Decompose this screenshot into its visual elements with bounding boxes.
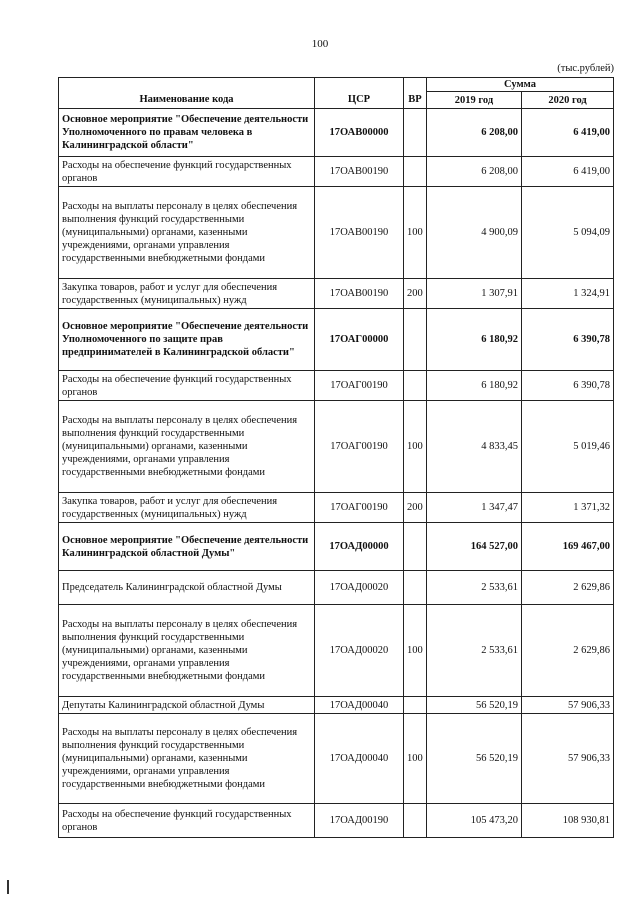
row-2020: 2 629,86 [522, 605, 614, 697]
table-row [59, 571, 614, 605]
row-vr [404, 804, 427, 838]
row-csr: 17ОАГ00000 [315, 309, 404, 371]
row-name: Расходы на выплаты персоналу в целях обеспечения выполнения функций государственными (муниципальными) органами, казенными учреждениями, органами управления государственными внебюджетными фондами [59, 714, 315, 804]
row-csr: 17ОАД00020 [315, 605, 404, 697]
row-vr [404, 371, 427, 401]
row-2020: 6 390,78 [522, 371, 614, 401]
row-2020: 1 324,91 [522, 279, 614, 309]
row-csr: 17ОАД00040 [315, 714, 404, 804]
row-2019: 164 527,00 [427, 523, 522, 571]
table-row [59, 804, 614, 838]
table-row [59, 109, 614, 157]
row-vr: 100 [404, 401, 427, 493]
row-2019: 6 180,92 [427, 309, 522, 371]
row-2019: 4 900,09 [427, 187, 522, 279]
row-csr: 17ОАВ00190 [315, 279, 404, 309]
header-year-2019: 2019 год [427, 92, 522, 109]
row-2019: 4 833,45 [427, 401, 522, 493]
row-vr [404, 697, 427, 714]
row-name: Закупка товаров, работ и услуг для обеспечения государственных (муниципальных) нужд [59, 279, 315, 309]
row-name: Основное мероприятие "Обеспечение деятельности Уполномоченного по правам человека в Калининградской области" [59, 109, 315, 157]
row-2019: 6 208,00 [427, 157, 522, 187]
row-name: Председатель Калининградской областной Думы [59, 571, 315, 605]
row-csr: 17ОАД00040 [315, 697, 404, 714]
row-vr [404, 109, 427, 157]
table-row [59, 605, 614, 697]
row-vr: 100 [404, 714, 427, 804]
row-name: Закупка товаров, работ и услуг для обеспечения государственных (муниципальных) нужд [59, 493, 315, 523]
table-header [59, 78, 614, 109]
budget-table [58, 77, 614, 838]
row-name: Расходы на выплаты персоналу в целях обеспечения выполнения функций государственными (муниципальными) органами, казенными учреждениями, органами управления государственными внебюджетными фондами [59, 187, 315, 279]
page-number: 100 [311, 38, 329, 50]
row-vr [404, 157, 427, 187]
row-csr: 17ОАВ00190 [315, 187, 404, 279]
row-2020: 5 094,09 [522, 187, 614, 279]
row-2020: 5 019,46 [522, 401, 614, 493]
row-csr: 17ОАД00190 [315, 804, 404, 838]
row-2019: 56 520,19 [427, 697, 522, 714]
row-2020: 57 906,33 [522, 714, 614, 804]
row-vr: 200 [404, 493, 427, 523]
row-2019: 1 347,47 [427, 493, 522, 523]
table-row [59, 371, 614, 401]
row-2019: 105 473,20 [427, 804, 522, 838]
row-name: Депутаты Калининградской областной Думы [59, 697, 315, 714]
row-vr [404, 571, 427, 605]
table-row [59, 523, 614, 571]
row-2020: 57 906,33 [522, 697, 614, 714]
row-name: Расходы на выплаты персоналу в целях обеспечения выполнения функций государственными (муниципальными) органами, казенными учреждениями, органами управления государственными внебюджетными фондами [59, 401, 315, 493]
table-body [59, 109, 614, 838]
table-row [59, 401, 614, 493]
row-name: Расходы на обеспечение функций государственных органов [59, 371, 315, 401]
table-row [59, 157, 614, 187]
table-row [59, 187, 614, 279]
header-vr: ВР [404, 78, 427, 109]
row-name: Расходы на обеспечение функций государственных органов [59, 157, 315, 187]
row-csr: 17ОАД00020 [315, 571, 404, 605]
row-name: Основное мероприятие "Обеспечение деятельности Уполномоченного по защите прав предпринимателей в Калининградской области" [59, 309, 315, 371]
row-2020: 6 390,78 [522, 309, 614, 371]
table-row [59, 309, 614, 371]
header-year-2020: 2020 год [522, 92, 614, 109]
table-row [59, 493, 614, 523]
row-2019: 1 307,91 [427, 279, 522, 309]
row-csr: 17ОАД00000 [315, 523, 404, 571]
row-vr: 200 [404, 279, 427, 309]
row-2019: 2 533,61 [427, 605, 522, 697]
header-csr: ЦСР [315, 78, 404, 109]
row-2019: 2 533,61 [427, 571, 522, 605]
header-name: Наименование кода [59, 78, 315, 109]
row-2019: 6 208,00 [427, 109, 522, 157]
row-name: Расходы на обеспечение функций государственных органов [59, 804, 315, 838]
row-csr: 17ОАВ00190 [315, 157, 404, 187]
row-vr: 100 [404, 605, 427, 697]
row-2020: 169 467,00 [522, 523, 614, 571]
row-2020: 6 419,00 [522, 157, 614, 187]
row-2020: 2 629,86 [522, 571, 614, 605]
row-name: Основное мероприятие "Обеспечение деятельности Калининградской областной Думы" [59, 523, 315, 571]
units-label: (тыс.рублей) [557, 63, 614, 74]
scan-edge-mark [7, 880, 9, 894]
row-name: Расходы на выплаты персоналу в целях обеспечения выполнения функций государственными (муниципальными) органами, казенными учреждениями, органами управления государственными внебюджетными фондами [59, 605, 315, 697]
row-vr: 100 [404, 187, 427, 279]
row-csr: 17ОАВ00000 [315, 109, 404, 157]
table-row [59, 697, 614, 714]
row-2019: 56 520,19 [427, 714, 522, 804]
table-row [59, 714, 614, 804]
row-vr [404, 309, 427, 371]
row-vr [404, 523, 427, 571]
header-sum: Сумма [427, 78, 614, 92]
row-csr: 17ОАГ00190 [315, 371, 404, 401]
row-csr: 17ОАГ00190 [315, 493, 404, 523]
row-2019: 6 180,92 [427, 371, 522, 401]
row-2020: 6 419,00 [522, 109, 614, 157]
row-csr: 17ОАГ00190 [315, 401, 404, 493]
row-2020: 1 371,32 [522, 493, 614, 523]
table-row [59, 279, 614, 309]
row-2020: 108 930,81 [522, 804, 614, 838]
